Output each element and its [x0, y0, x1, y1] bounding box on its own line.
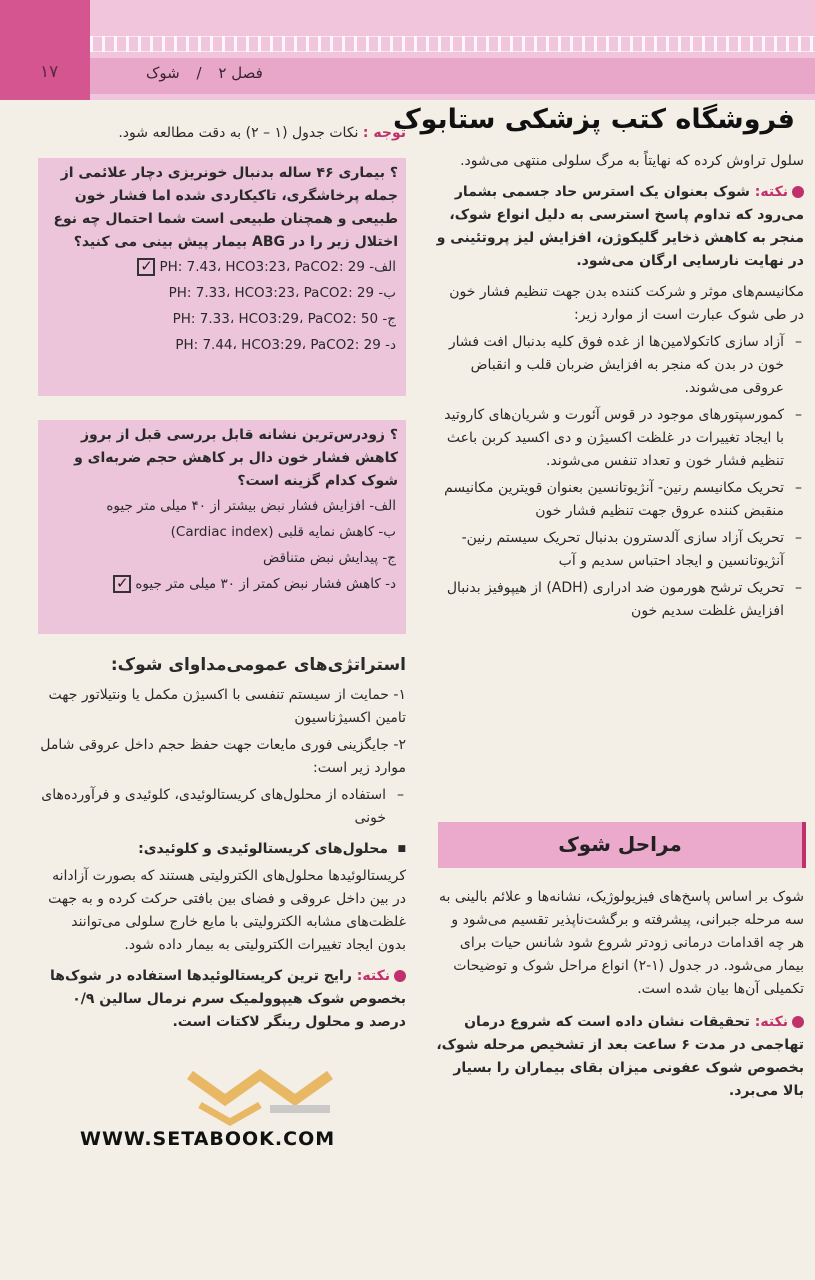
page-number: ۱۷: [40, 62, 59, 82]
mechanisms-intro: مکانیسم‌های موثر و شرکت کننده بدن جهت تنظیم فشار خون در طی شوک عبارت است از موارد زیر:: [449, 284, 804, 323]
note-label: نکته:: [754, 184, 788, 200]
list-item: ۲- جایگزینی فوری مایعات جهت حفظ حجم داخل عروقی شامل موارد زیر است:: [40, 737, 406, 776]
attention-text: نکات جدول (۱ – ۲) به دقت مطالعه شود.: [118, 125, 359, 141]
checkbox-checked-icon: [113, 575, 131, 593]
section-header-box: [438, 822, 806, 868]
header-left-block: [0, 0, 90, 100]
note-bullet-icon: [792, 186, 804, 198]
question-option: ب- PH: 7.33، HCO3:23، PaCO2: 29: [168, 285, 396, 301]
watermark-brand: فروشگاه کتب پزشکی ستابوک: [392, 104, 795, 135]
right-column: [432, 140, 804, 627]
setabook-logo-icon: [170, 1060, 350, 1130]
question-option: ج- پیدایش نبض متناقض: [263, 550, 396, 566]
checkbox-checked-icon: [137, 258, 155, 276]
list-item: – آزاد سازی کاتکولامین‌ها از غده فوق کلیه بدنبال افت فشار خون در بدن که منجر به افزایش ضربان قلب و انقباض عروقی می‌شوند.: [432, 331, 804, 400]
attention-label: توجه :: [362, 125, 406, 141]
crystalloid-text: کریستالوئیدها محلول‌های الکترولیتی هستند که بصورت آزادانه در بین داخل عروقی و فضای بین بافتی حرکت کرده و به جهت غلظت‌های مشابه الکترولیتی با مایع خارج سلولی می‌توانند بدون ایجاد تغییرات الکترولیتی به بیمار داده شود.: [48, 868, 406, 953]
list-item: – تحریک ترشح هورمون ضد ادراری (ADH) از هیپوفیز بدنبال افزایش غلظت سدیم خون: [432, 577, 804, 623]
crystalloid-heading: ■ محلول‌های کریستالوئیدی و کلوئیدی:: [40, 838, 406, 861]
note-text: شوک بعنوان یک استرس حاد جسمی بشمار می‌رود که تداوم پاسخ استرسی به دلیل انواع شوک، منجر به کاهش ذخایر گلیکوژن، افزایش لیز پروتئینی و در نهایت نارسایی ارگان می‌شود.: [436, 184, 804, 269]
watermark-url: WWW.SETABOOK.COM: [80, 1128, 336, 1150]
list-item: – تحریک آزاد سازی آلدسترون بدنبال تحریک سیستم رنین- آنژیوتانسین و ایجاد احتباس سدیم و آب: [432, 527, 804, 573]
stages-text: شوک بر اساس پاسخ‌های فیزیولوژیک، نشانه‌ها و علائم بالینی به سه مرحله جبرانی، پیشرفته و برگشت‌ناپذیر تقسیم می‌شود و هر چه اقدامات درمانی زودتر شروع شود شانس حیات برای بیمار می‌شود. در جدول (۱-۲) انواع مراحل شوک و توضیحات تکمیلی آن‌ها بیان شده است.: [439, 889, 804, 997]
note-bullet-icon: [792, 1016, 804, 1028]
list-item: – تحریک مکانیسم رنین- آنژیوتانسین بعنوان قویترین مکانیسم منقبض کننده عروق جهت تنظیم فشار خون: [432, 477, 804, 523]
option-text: د- کاهش فشار نبض کمتر از ۳۰ میلی متر جیوه: [135, 576, 396, 592]
chapter-breadcrumb: [140, 64, 269, 82]
chapter-label: فصل ۲: [218, 64, 263, 82]
list-item: – استفاده از محلول‌های کریستالوئیدی، کلوئیدی و فرآورده‌های خونی: [40, 784, 406, 830]
question-option: [38, 571, 406, 597]
strategy-section: [40, 652, 406, 1034]
mechanisms-list: [432, 331, 804, 623]
question-option: [38, 254, 406, 280]
question-box-2: [38, 420, 406, 634]
note-text: رایج ترین کریستالوئیدها استفاده در شوک‌ها بخصوص شوک هیپوولمیک سرم نرمال سالین ۰/۹ درصد و محلول رینگر لاکتات است.: [49, 968, 406, 1030]
header-decoration: [90, 36, 815, 52]
right-column-lower: [432, 886, 804, 1103]
note-paragraph-3: [40, 965, 406, 1034]
breadcrumb-separator: /: [196, 64, 202, 82]
chapter-title: شوک: [146, 64, 180, 82]
note-bullet-icon: [394, 970, 406, 982]
note-label: نکته:: [754, 1014, 788, 1030]
question-text: ؟ بیماری ۴۶ ساله بدنبال خونریزی دچار علائمی از جمله پرخاشگری، تاکیکاردی شده اما فشار خون طبیعی و همچنان طبیعی است شما احتمال چه نوع اختلال زیر را در ABG بیمار پیش بینی می کنید؟: [53, 165, 398, 250]
option-text: الف- PH: 7.43، HCO3:23، PaCO2: 29: [159, 259, 396, 275]
note-label: نکته:: [356, 968, 390, 984]
intro-text: سلول تراوش کرده که نهایتاً به مرگ سلولی منتهی می‌شود.: [460, 153, 804, 169]
question-text: ؟ زودرس‌ترین نشانه قابل بررسی قبل از بروز کاهش فشار خون دال بر کاهش حجم ضربه‌ای و شوک کدام گزینه است؟: [74, 427, 398, 489]
list-item: ۱- حمایت از سیستم تنفسی با اکسیژن مکمل یا ونتیلاتور جهت تامین اکسیژناسیون: [48, 687, 406, 726]
fluid-list: [40, 784, 406, 830]
question-option: ج- PH: 7.33، HCO3:29، PaCO2: 50: [172, 311, 396, 327]
note-paragraph-2: [432, 1011, 804, 1103]
list-item: – کمورسپتورهای موجود در قوس آئورت و شریان‌های کاروتید با ایجاد تغییرات در غلظت اکسیژن و دی اکسید کربن باعث تنظیم فشار خون و تعداد تنفس می‌شوند.: [432, 404, 804, 473]
question-option: الف- افزایش فشار نبض بیشتر از ۴۰ میلی متر جیوه: [106, 498, 396, 514]
question-option: د- PH: 7.44، HCO3:29، PaCO2: 29: [175, 337, 396, 353]
note-text: تحقیقات نشان داده است که شروع درمان تهاجمی در مدت ۶ ساعت بعد از تشخیص مرحله شوک، بخصوص شوک عفونی میزان بقای بیماران را بسیار بالا می‌برد.: [436, 1014, 804, 1099]
question-option: ب- کاهش نمایه قلبی (Cardiac index): [170, 524, 396, 540]
attention-line: [40, 122, 406, 145]
strategy-heading: استراتژی‌های عمومی‌مداوای شوک:: [110, 655, 406, 675]
section-title: مراحل شوک: [558, 832, 682, 856]
note-paragraph-1: [432, 181, 804, 273]
question-box-1: [38, 158, 406, 396]
